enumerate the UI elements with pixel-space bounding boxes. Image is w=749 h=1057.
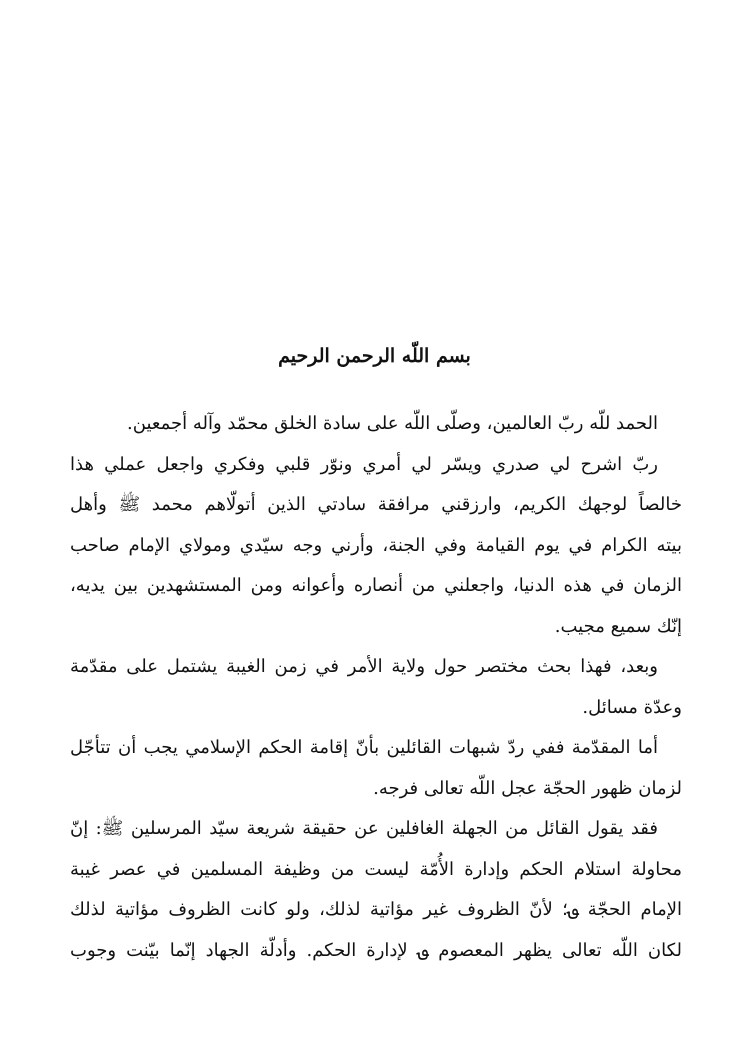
text-line: وعدّة مسائل. <box>582 696 682 718</box>
text-line: الإمام الحجّة ؈؛ لأنّ الظروف غير مؤاتية لذلك، ولو كانت الظروف مؤاتية لذلك <box>70 899 682 920</box>
body-text <box>70 404 682 971</box>
text-line: بيته الكرام في يوم القيامة وفي الجنة، وأرني وجه سيّدي ومولاي الإمام صاحب <box>70 534 682 556</box>
text-line: فقد يقول القائل من الجهلة الغافلين عن حقيقة شريعة سيّد المرسلين ﷺ: إنّ <box>70 818 658 839</box>
text-line: محاولة استلام الحكم وإدارة الأُمّة ليست من وظيفة المسلمين في عصر غيبة <box>70 858 682 880</box>
text-line: أما المقدّمة ففي ردّ شبهات القائلين بأنّ إقامة الحكم الإسلامي يجب أن تتأجّل <box>70 737 658 758</box>
text-line: ربّ اشرح لي صدري ويسّر لي أمري ونوّر قلبي وفكري واجعل عملي هذا <box>70 453 658 475</box>
text-line: وبعد، فهذا بحث مختصر حول ولاية الأمر في زمن الغيبة يشتمل على مقدّمة <box>70 656 658 677</box>
basmala-heading: بسم اللّه الرحمن الرحيم <box>278 345 471 367</box>
text-line: إنّك سميع مجيب. <box>554 615 682 637</box>
text-line: الزمان في هذه الدنيا، واجعلني من أنصاره وأعوانه ومن المستشهدين بين يديه، <box>70 575 682 596</box>
text-line: خالصاً لوجهك الكريم، وارزقني مرافقة سادتي الذين أتولّاهم محمد ﷺ وأهل <box>70 494 682 515</box>
text-line: لكان اللّه تعالى يظهر المعصوم ؈ لإدارة الحكم. وأدلّة الجهاد إنّما بيّنت وجوب <box>70 939 682 961</box>
text-line: لزمان ظهور الحجّة عجل اللّه تعالى فرجه. <box>373 777 682 799</box>
text-line: الحمد للّه ربّ العالمين، وصلّى اللّه على سادة الخلق محمّد وآله أجمعين. <box>127 413 658 434</box>
